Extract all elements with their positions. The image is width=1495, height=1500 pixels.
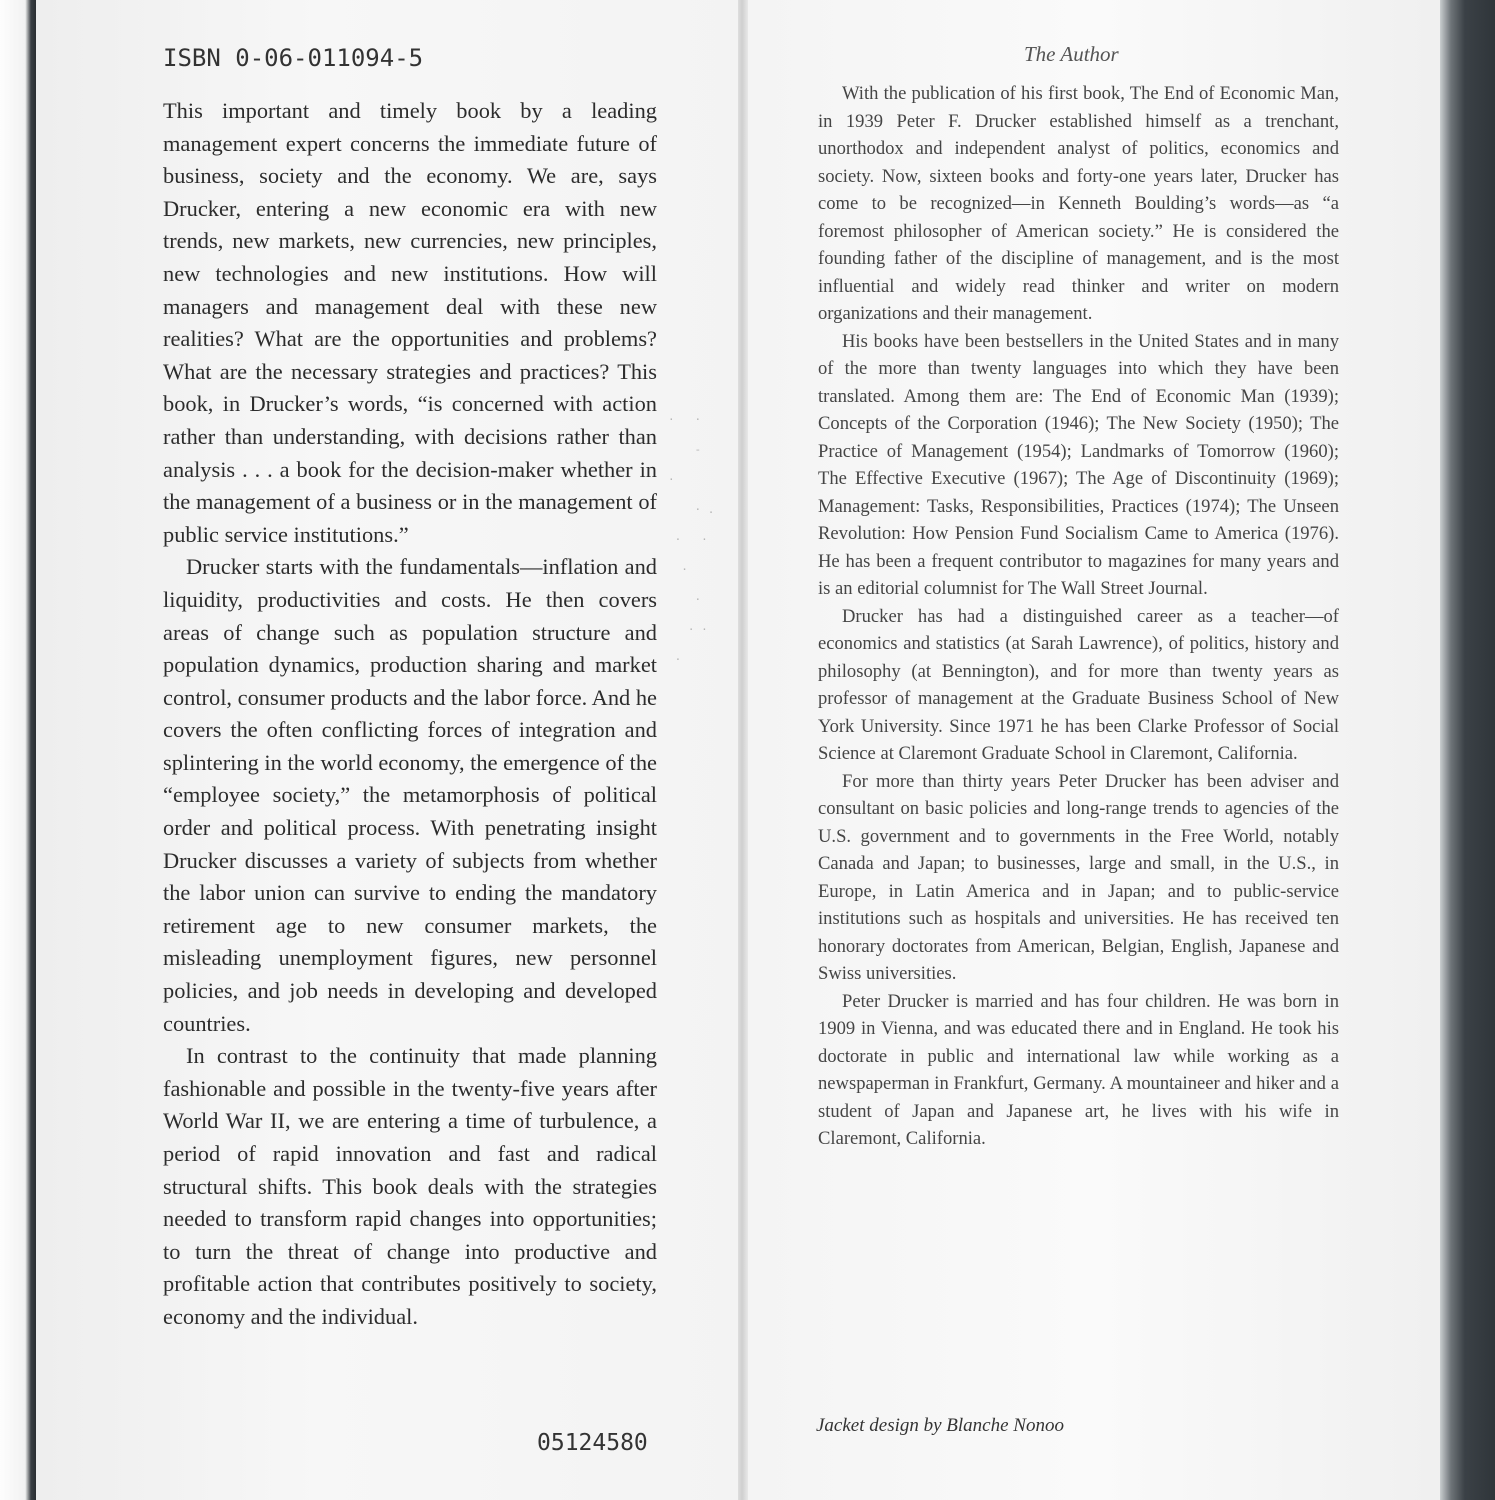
bio-paragraph-1: With the publication of his first book, The End of Economic Man, in 1939 Peter F. Drucker established himself as a trenchant, unorthodox and independent analyst of politics, economics and society. Now, sixteen books and forty-one years later, Drucker has come to be recognized—in Kenneth Boulding’s words—as “a foremost philosopher of American society.” He is considered the founding father of the discipline of management, and is the most influential and widely read thinker and writer on modern organizations and their management. <box>818 83 1339 324</box>
description-paragraph-3: In contrast to the continuity that made planning fashionable and possible in the twenty-five years after World War II, we are entering a time of turbulence, a period of rapid innovation and fast and radical structural shifts. This book deals with the strategies needed to transform rapid changes into opportunities; to turn the threat of change into productive and profitable action that contributes positively to society, economy and the individual. <box>163 1043 657 1329</box>
dark-right-edge <box>1440 0 1495 1500</box>
isbn-number: ISBN 0-06-011094-5 <box>163 44 424 72</box>
description-paragraph-1: This important and timely book by a leading management expert concerns the immediate future of business, society and the economy. We are, says Drucker, entering a new economic era with new trends, new markets, new currencies, new principles, new technologies and new institutions. How will managers and management deal with these new realities? What are the opportunities and problems? What are the necessary strategies and practices? This book, in Drucker’s words, “is concerned with action rather than understanding, with decisions rather than analysis . . . a book for the decision-maker whether in the management of a business or in the management of public service institutions.” <box>163 98 657 547</box>
author-bio <box>818 80 1339 1153</box>
bio-paragraph-2: His books have been bestsellers in the United States and in many of the more than twenty languages into which they have been translated. Among them are: The End of Economic Man (1939); Concepts of the Corporation (1946); The New Society (1950); The Practice of Management (1954); Landmarks of Tomorrow (1960); The Effective Executive (1967); The Age of Discontinuity (1969); Management: Tasks, Responsibilities, Practices (1974); The Unseen Revolution: How Pension Fund Socialism Came to America (1976). He has been a frequent contributor to magazines for many years and is an editorial columnist for The Wall Street Journal. <box>818 330 1339 599</box>
dark-left-edge <box>0 0 36 1500</box>
print-offset-specks: · · - · · . · · · · · · · <box>668 413 715 666</box>
barcode-number: 05124580 <box>537 1430 648 1456</box>
bio-paragraph-5: Peter Drucker is married and has four children. He was born in 1909 in Vienna, and was educated there and in England. He took his doctorate in public and international law while working as a newspaperman in Frankfurt, Germany. A mountaineer and hiker and a student of Japan and Japanese art, he lives with his wife in Claremont, California. <box>818 990 1339 1149</box>
description-paragraph-2: Drucker starts with the fundamentals—inflation and liquidity, productivities and costs. He then covers areas of change such as population structure and population dynamics, production sharing and market control, consumer products and the labor force. And he covers the often conflicting forces of integration and splintering in the world economy, the emergence of the “employee society,” the metamorphosis of political order and political process. With penetrating insight Drucker discusses a variety of subjects from whether the labor union can survive to ending the mandatory retirement age to new consumer markets, the misleading unemployment figures, new personnel policies, and job needs in developing and developed countries. <box>163 554 657 1036</box>
author-heading: The Author <box>1024 42 1119 66</box>
bio-paragraph-4: For more than thirty years Peter Drucker has been adviser and consultant on basic policies and long-range trends to agencies of the U.S. government and to governments in the Free World, notably Canada and Japan; to businesses, large and small, in the U.S., in Europe, in Latin America and in Japan; and to public-service institutions such as hospitals and universities. He has received ten honorary doctorates from American, Belgian, English, Japanese and Swiss universities. <box>818 770 1339 984</box>
back-flap-description <box>163 95 657 1334</box>
bio-paragraph-3: Drucker has had a distinguished career as a teacher—of economics and statistics (at Sarah Lawrence), of politics, history and philosophy (at Bennington), and for more than twenty years as professor of management at the Graduate Business School of New York University. Since 1971 he has been Clarke Professor of Social Science at Claremont Graduate School in Claremont, California. <box>818 605 1339 764</box>
jacket-design-credit: Jacket design by Blanche Nonoo <box>816 1415 1064 1436</box>
